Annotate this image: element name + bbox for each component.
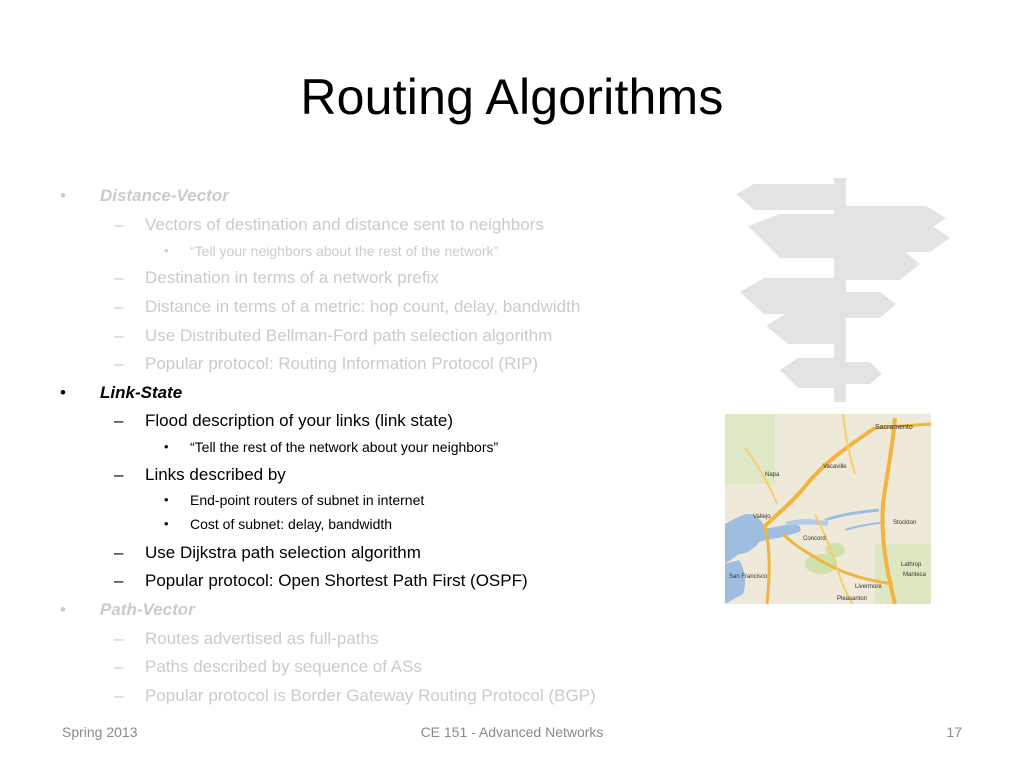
- map-image: [725, 414, 931, 604]
- list-item: Routes advertised as full-paths: [145, 629, 379, 648]
- bullet-link-state: •: [60, 383, 66, 402]
- map-label-pleasanton: Pleasanton: [837, 596, 868, 602]
- dash-marker: –: [114, 268, 124, 287]
- slide-title: Routing Algorithms: [300, 69, 724, 125]
- map-label-vacaville: Vacaville: [823, 464, 847, 470]
- list-item: Use Dijkstra path selection algorithm: [145, 543, 421, 562]
- section-heading-path-vector: Path-Vector: [100, 600, 195, 619]
- bullet-path-vector: •: [60, 600, 66, 619]
- list-item: Use Distributed Bellman-Ford path selection algorithm: [145, 326, 553, 345]
- sub-list-item: End-point routers of subnet in internet: [190, 492, 425, 508]
- dash-marker: –: [114, 297, 124, 316]
- list-item: Popular protocol: Routing Information Protocol (RIP): [145, 354, 539, 373]
- dash-marker: –: [114, 326, 124, 345]
- dash-marker: –: [114, 354, 124, 373]
- dash-marker: –: [114, 215, 124, 234]
- dash-marker: –: [114, 657, 124, 676]
- list-item: Links described by: [145, 465, 286, 484]
- list-item: Flood description of your links (link state): [145, 411, 454, 430]
- list-item: Vectors of destination and distance sent to neighbors: [145, 215, 544, 234]
- dash-marker: –: [114, 629, 124, 648]
- section-heading-link-state: Link-State: [100, 383, 183, 402]
- slide-number: 17: [946, 724, 962, 740]
- footer-date: Spring 2013: [62, 724, 138, 740]
- map-label-napa: Napa: [765, 472, 780, 478]
- sub-bullet-marker: •: [164, 516, 169, 531]
- section-heading-distance-vector: Distance-Vector: [100, 186, 229, 205]
- map-label-vallejo: Vallejo: [753, 514, 771, 520]
- map-label-manteca: Manteca: [903, 572, 927, 578]
- map-label-san-francisco: San Francisco: [729, 574, 768, 580]
- sub-list-item: “Tell your neighbors about the rest of the network”: [190, 243, 499, 259]
- dash-marker: –: [114, 686, 124, 705]
- map-label-concord: Concord: [803, 536, 826, 542]
- map-label-livermore: Livermore: [855, 584, 882, 590]
- dash-marker: –: [114, 571, 124, 590]
- dash-marker: –: [114, 465, 124, 484]
- sub-bullet-marker: •: [164, 492, 169, 507]
- map-label-sacramento: Sacramento: [875, 424, 913, 431]
- list-item: Popular protocol: Open Shortest Path First (OSPF): [145, 571, 528, 590]
- list-item: Paths described by sequence of ASs: [145, 657, 422, 676]
- list-item: Distance in terms of a metric: hop count, delay, bandwidth: [145, 297, 581, 316]
- sub-list-item: “Tell the rest of the network about your neighbors”: [190, 439, 499, 455]
- bullet-distance-vector: •: [60, 186, 66, 205]
- signpost-image: [730, 176, 960, 406]
- sub-bullet-marker: •: [164, 439, 169, 454]
- sub-list-item: Cost of subnet: delay, bandwidth: [190, 516, 393, 532]
- footer-course: CE 151 - Advanced Networks: [420, 724, 604, 740]
- dash-marker: –: [114, 543, 124, 562]
- list-item: Popular protocol is Border Gateway Routing Protocol (BGP): [145, 686, 596, 705]
- map-label-stockton: Stockton: [893, 520, 917, 526]
- dash-marker: –: [114, 411, 124, 430]
- list-item: Destination in terms of a network prefix: [145, 268, 439, 287]
- map-label-lathrop: Lathrop: [901, 562, 922, 568]
- sub-bullet-marker: •: [164, 243, 169, 258]
